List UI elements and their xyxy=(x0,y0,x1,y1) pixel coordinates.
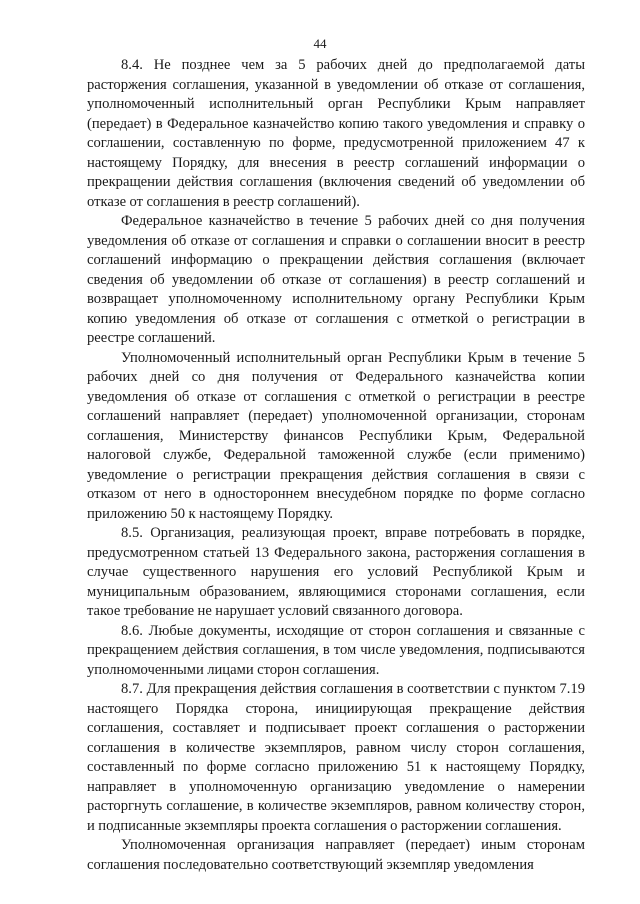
document-body xyxy=(87,56,585,875)
page-number: 44 xyxy=(313,36,327,51)
paragraph-8-4: 8.4. Не позднее чем за 5 рабочих дней до предполагаемой даты расторжения соглашения, указанной в уведомлении об отказе от соглашения, уполномоченный исполнительный орган Республики Крым направляет (передает) в Федеральное казначейство копию такого уведомления и справку о соглашении, составленную по форме, предусмотренной приложением 47 к настоящему Порядку, для внесения в реестр соглашений информации о прекращении действия соглашения (включения сведений об уведомлении об отказе от соглашения в реестр соглашений). xyxy=(87,57,585,210)
paragraph-8-5: 8.5. Организация, реализующая проект, вправе потребовать в порядке, предусмотренном статьей 13 Федерального закона, расторжения соглашения в случае существенного нарушения его условий Республикой Крым и муниципальным образованием, являющимися сторонами соглашения, если такое требование не нарушает условий связанного договора. xyxy=(87,525,585,619)
paragraph-treasury: Федеральное казначейство в течение 5 рабочих дней со дня получения уведомления об отказе от соглашения и справки о соглашении вносит в реестр соглашений информацию о прекращении действия соглашения (включает сведения об уведомлении об отказе от соглашения) в реестр соглашений и возвращает уполномоченному исполнительному органу Республики Крым копию уведомления об отказе от соглашения с отметкой о регистрации в реестре соглашений. xyxy=(87,213,585,346)
paragraph-executive-body: Уполномоченный исполнительный орган Республики Крым в течение 5 рабочих дней со дня получения от Федерального казначейства копии уведомления об отказе от соглашения с отметкой о регистрации в реестре соглашений направляет (передает) уполномоченной организации, сторонам соглашения, Министерству финансов Республики Крым, Федеральной налоговой службе, Федеральной таможенной службе (если применимо) уведомление о регистрации прекращения действия соглашения в связи с отказом от него в одностороннем внесудебном порядке по форме согласно приложению 50 к настоящему Порядку. xyxy=(87,349,585,522)
paragraph-8-7: 8.7. Для прекращения действия соглашения в соответствии с пунктом 7.19 настоящего Порядка сторона, инициирующая прекращение действия соглашения, составляет и подписывает проект соглашения о расторжении соглашения в количестве экземпляров, равном числу сторон соглашения, составленный по форме согласно приложению 51 к настоящему Порядку, направляет в уполномоченную организацию уведомление о намерении расторгнуть соглашение, в количестве экземпляров, равном количеству сторон, и подписанные экземпляры проекта соглашения о расторжении соглашения. xyxy=(87,681,585,834)
paragraph-8-6: 8.6. Любые документы, исходящие от сторон соглашения и связанные с прекращением действия соглашения, в том числе уведомления, подписываются уполномоченными лицами сторон соглашения. xyxy=(87,622,585,678)
paragraph-authorized-org: Уполномоченная организация направляет (передает) иным сторонам соглашения последовательно соответствующий экземпляр уведомления xyxy=(87,837,585,873)
